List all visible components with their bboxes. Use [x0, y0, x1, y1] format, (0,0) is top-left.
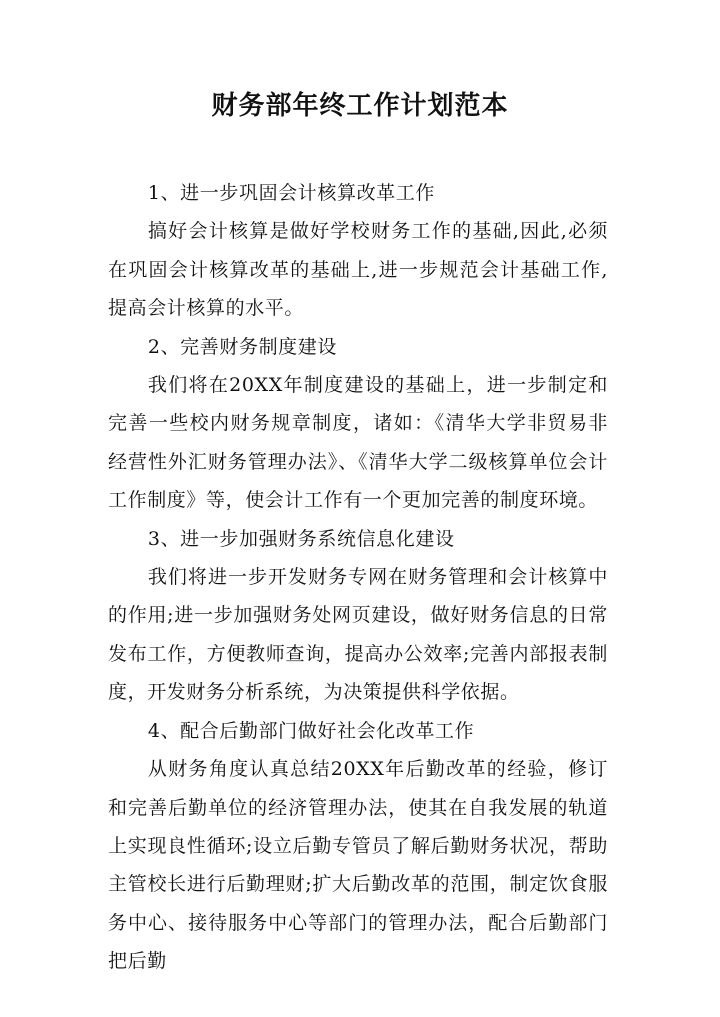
section-paragraph: 从财务角度认真总结20XX年后勤改革的经验，修订和完善后勤单位的经济管理办法，使其在自我发展的轨道上实现良性循环;设立后勤专管员了解后勤财务状况，帮助主管校长进行后勤理财;扩大后勤改革的范围，制定饮食服务中心、接待服务中心等部门的管理办法，配合后勤部门把后勤	[108, 758, 608, 973]
section-paragraph: 我们将在20XX年制度建设的基础上，进一步制定和完善一些校内财务规章制度，诸如：《清华大学非贸易非经营性外汇财务管理办法》、《清华大学二级核算单位会计工作制度》等，使会计工作有一个更加完善的制度环境。	[108, 374, 608, 512]
section-heading: 3、进一步加强财务系统信息化建设	[147, 527, 455, 550]
section-heading: 4、配合后勤部门做好社会化改革工作	[147, 719, 475, 742]
section-heading: 1、进一步巩固会计核算改革工作	[147, 182, 435, 204]
document-title: 财务部年终工作计划范本	[211, 91, 509, 121]
section-heading: 2、完善财务制度建设	[147, 335, 337, 358]
section-paragraph: 我们将进一步开发财务专网在财务管理和会计核算中的作用;进一步加强财务处网页建设，做好财务信息的日常发布工作，方便教师查询，提高办公效率;完善内部报表制度，开发财务分析系统，为决策提供科学依据。	[108, 566, 608, 704]
document-body	[108, 174, 608, 981]
section-paragraph: 搞好会计核算是做好学校财务工作的基础,因此,必须在巩固会计核算改革的基础上,进一步规范会计基础工作,提高会计核算的水平。	[108, 220, 608, 320]
